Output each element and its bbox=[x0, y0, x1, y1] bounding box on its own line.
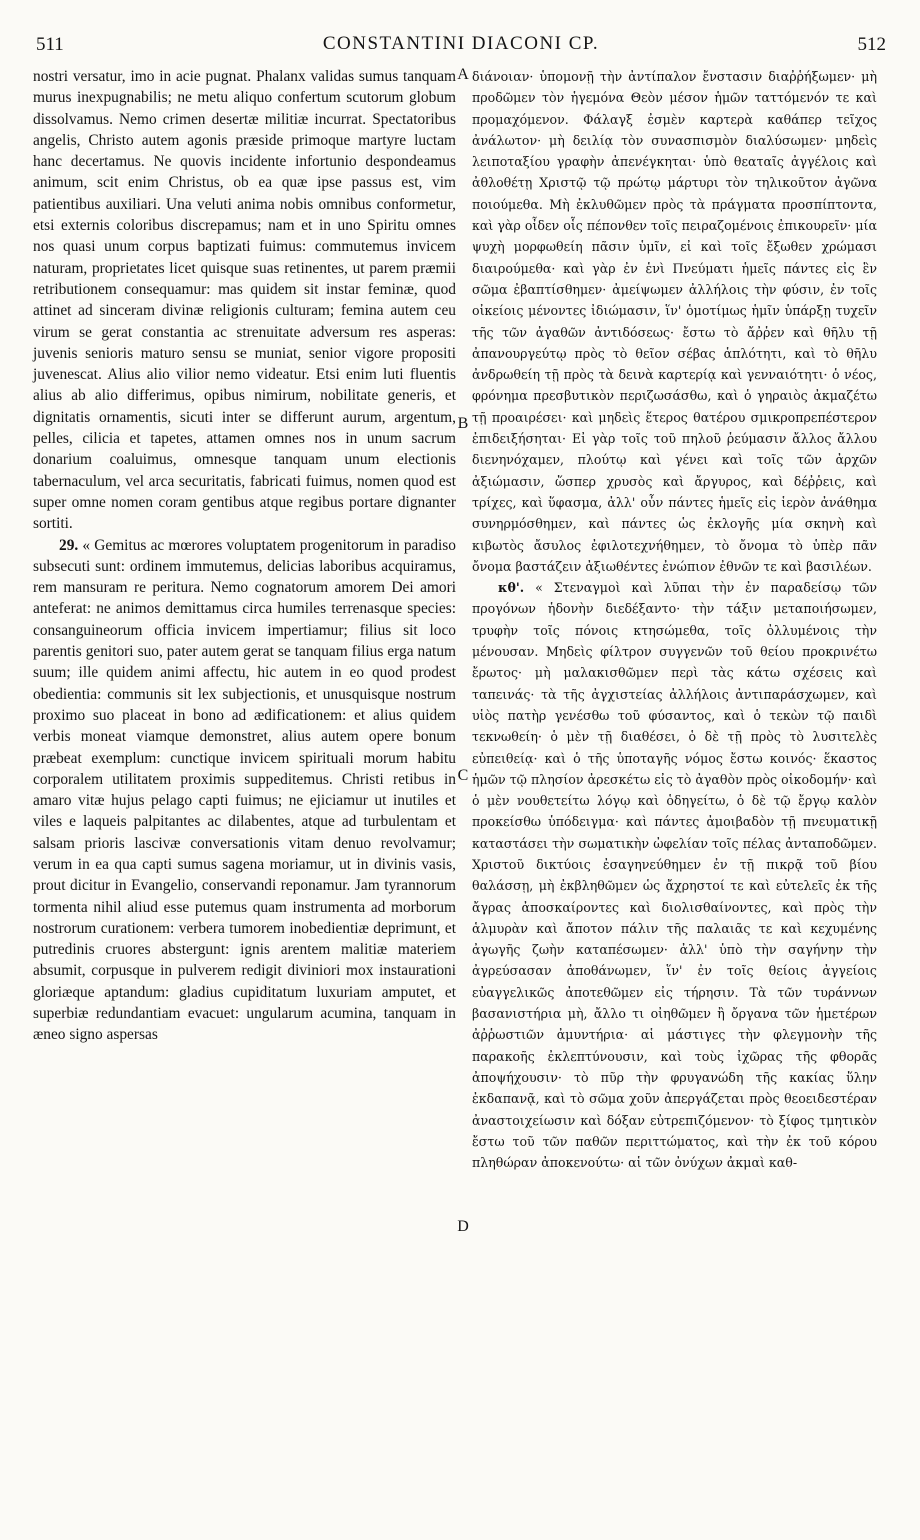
greek-paragraph-2-text: « Στεναγμοὶ καὶ λῦπαι τὴν ἐν παραδείσῳ τῶν προγόνων ἡδονὴν διεδέξαντο· τὴν τάξιν μεταποιήσωμεν, τρυφὴν τοῖς πόνοις κτησώμεθα, τοῖς ὀλλυμένοις τὴν μένουσαν. Μηδεὶς φίλτρον συγγενῶν τοῦ θείου προκρινέτω ἔρωτος· μὴ μαλακισθῶμεν περὶ τὰς κάτω σχέσεις καὶ ταπεινάς· τὰ τῆς ἀγχιστείας ἀλλήλοις ἀντιπαράσχωμεν, καὶ υἱὸς πατὴρ γενέσθω τοῦ φύσαντος, καὶ ὁ τεκὼν τῷ παιδὶ τεκνωθείη· ὁ μὲν τῇ διαθέσει, ὁ δὲ τῇ πρὸς τὸ λυσιτελὲς εὐπειθείᾳ· καὶ ὁ τῆς ὑποταγῆς νόμος ἔστω κοινός· ἕκαστος ἡμῶν τῷ πλησίον ἀρεσκέτω εἰς τὸ ἀγαθὸν πρὸς οἰκοδομήν· καὶ ὁ μὲν νουθετείτω λόγῳ καὶ ὁδηγείτω, ὁ δὲ τῷ ἔργῳ καλὸν προκείσθω ὑπόδειγμα· καὶ πάντες ἀμοιβαδὸν τῇ πνευματικῇ καταστάσει τὴν σωματικὴν ὠφελίαν τοῖς πέλας ἀνταποδῶμεν. Χριστοῦ δικτύοις ἐσαγηνεύθημεν ἐν τῇ πικρᾷ τοῦ βίου θαλάσσῃ, μὴ ἐκβληθῶμεν ὡς ἄχρηστοί τε καὶ εὐτελεῖς ἐκ τῆς ἄγρας ἀποσκαίροντες καὶ διολισθαίνοντες, καὶ πρὸς τὴν ἁλμυρὰν καὶ ἄποτον πάλιν τῆς παλαιᾶς τε καὶ κεχυμένης ἀγωγῆς ζωὴν καταπέσωμεν· ἀλλ' ὑπὸ τὴν σαγήνην τὴν ἀγρεύσασαν ἀποθάνωμεν, ἵν' ἐν τοῖς θείοις ἀγγείοις εὐαγγελικῶς ἀποτεθῶμεν εἰς τήρησιν. Τὰ τῶν τυράννων βασανιστήρια μὴ, ἄλλο τι οἰηθῶμεν ἢ ὄργανα τῶν ἡμετέρων ἀῤῥωστιῶν ἀμυντήρια· αἱ μάστιγες τὴν φλεγμονὴν τῆς παρακοῆς ἐκλεπτύνουσιν, καὶ τοὺς ἰχῶρας τῆς φθορᾶς ἀποψήχουσιν· τὸ πῦρ τὴν φρυγανώδη τῆς κακίας ὕλην ἐκδαπανᾷ, καὶ τὸ σῶμα χοῦν ἀπεργάζεται πρὸς θεοειδεστέραν ἀναστοιχείωσιν καὶ δόξαν εὐτρεπιζόμενον· τὸ ξίφος τμητικὸν ἔστω τοῦ τῶν παθῶν περιττώματος, καὶ τὴν ἐκ τοῦ κόρου πληθώραν ἀποκενούτω· αἱ τῶν ὀνύχων ἀκμαὶ καθ- bbox=[472, 580, 877, 1171]
page-number-left: 511 bbox=[36, 34, 64, 55]
running-title: CONSTANTINI DIACONI CP. bbox=[322, 33, 600, 54]
margin-marker-d: D bbox=[457, 1218, 469, 1235]
greek-column bbox=[472, 66, 877, 1173]
running-header bbox=[30, 32, 892, 58]
margin-marker-a: A bbox=[457, 66, 469, 83]
latin-paragraph-2 bbox=[33, 535, 456, 1046]
margin-marker-c: C bbox=[457, 767, 469, 784]
greek-paragraph-1: διάνοιαν· ὑπομονῇ τὴν ἀντίπαλον ἔνστασιν διαῤῥήξωμεν· μὴ προδῶμεν τὸν ἡγεμόνα Θεὸν μέσον ἡμῶν ταττόμενόν τε καὶ προμαχόμενον. Φάλαγξ ἐσμὲν καρτερὰ καθάπερ τεῖχος ἀνάλωτον· μὴ δειλίᾳ τὸν συνασπισμὸν διαλύσωμεν· μηδεὶς λειποταξίου γραφὴν ἀπενέγκηται· ὑπὸ θεαταῖς ἀγγέλοις καὶ ἀθλοθέτῃ Χριστῷ τῷ πρώτῳ μάρτυρι τὸν τηλικοῦτον ἀγῶνα ποιούμεθα. Μὴ ἐκλυθῶμεν πρὸς τὰ πράγματα προσπίπτοντα, καὶ γὰρ οἶδεν οἷς πέπονθεν τοῖς πειραζομένοις ἐπικουρεῖν· μία ψυχὴ μορφωθείη πᾶσιν ὑμῖν, εἰ καὶ τοῖς ἔξωθεν χρώμασι διαιρούμεθα· καὶ γὰρ ἐν ἑνὶ Πνεύματι ἡμεῖς πάντες εἰς ἓν σῶμα ἐβαπτίσθημεν· ἀμείψωμεν ἀλλήλοις τὴν φύσιν, ἐν τοῖς οἰκείοις μένοντες ἰδιώμασιν, ἵν' ὁμοτίμως ἡμῖν ὑπάρξῃ τυχεῖν τῆς τῶν ἀγαθῶν ἀντιδόσεως· ἔστω τὸ ἄῤῥεν καὶ θῆλυ τῇ ἀπανουργεύτῳ πρὸς τὸ θεῖον σέβας ἁπλότητι, καὶ τὸ θῆλυ ἀνδρωθείη τῇ πρὸς τὰ δεινὰ καρτερίᾳ καὶ γενναιότητι· ὁ νέος, φρόνημα πρεσβυτικὸν περιζωσάσθω, καὶ ὁ γηραιὸς ἀκμαζέτω τῇ προαιρέσει· καὶ μηδεὶς ἕτερος θατέρου σμικροπρεπέστερον ἐπιδειξήσηται· Εἰ γὰρ τοῖς τοῦ πηλοῦ ῥεύμασιν ἄλλος ἄλλου διενηνόχαμεν, πλούτῳ καὶ γένει καὶ τοῖς τῶν ἀρχῶν ἀξιώμασιν, ὥσπερ χρυσὸς καὶ ἄργυρος, καὶ δέῤῥεις, καὶ τρίχες, καὶ ὕφασμα, ἀλλ' οὖν πάντες ἡμεῖς εἰς ἱερὸν ἀνάθημα συνηρμόσθημεν, καὶ πάντες ὡς ἐκλογῆς μία σκηνὴ καὶ κιβωτὸς ἄσυλος ἐφιλοτεχνήθημεν, τὸ ὄνομα τὸ ὑπὲρ πᾶν ὄνομα βαστάζειν ἀξιωθέντες ἐνώπιον ἐθνῶν τε καὶ βασιλέων. bbox=[472, 69, 877, 574]
greek-paragraph-2 bbox=[472, 577, 877, 1173]
greek-section-number: κθ'. bbox=[498, 580, 525, 596]
margin-marker-b: B bbox=[457, 415, 469, 432]
latin-section-number: 29. bbox=[59, 536, 79, 554]
page-number-right: 512 bbox=[857, 34, 886, 55]
latin-column bbox=[33, 66, 456, 1046]
latin-paragraph-2-text: « Gemitus ac mœrores voluptatem progenitorum in paradiso subsecuti sunt: ordinem immutemus, delicias laboribus acquiramus, rem mansuram re peritura. Nemo cognatorum amorem Dei amori anteferat: ne animos demittamus circa humiles terrenasque species: consanguineorum officia invicem impertiamur; filius sit loco parentis genitori suo, pater autem gerat se tanquam filius erga natum suum; ille quidem animi affectu, hic autem in eo quod prodest obedientia: communis sit lex subjectionis, et unusquisque nostrum proximo suo placeat in bono ad ædificationem: et alius quidem verbis moneat viamque demonstret, alius autem opere bonum præbeat exemplum: cunctique invicem spirituali morum habitu corporalem utilitatem proximis suppeditemus. Christi retibus in amaro vitæ hujus pelago capti fuimus; ne ejiciamur ut inutiles et viles e laqueis palpitantes ac dilabentes, atque ad turbulentam et salsam prioris lascivæ conversationis vitam denuo revolvamur; verum in ea qua capti sumus sagena moriamur, ut in divinis vasis, prout dicitur in Evangelio, conservandi reponamur. Jam tyrannorum tormenta nihil aliud esse putemus quam instrumenta ad morborum nostrorum curationem: verbera tumorem inobedientiæ deprimunt, et putredinis cruores abstergunt: ignis arentem malitiæ materiem absumit, corpusque in pulverem redigit diviniori mox instaurationi gloriæque aptandum: gladius cupiditatum luxuriam amputet, et superbiæ redundantiam evacuet: ungularum acumina, tanquam in æneo signo aspersas bbox=[33, 536, 456, 1044]
latin-paragraph-1: nostri versatur, imo in acie pugnat. Phalanx validas sumus tanquam murus inexpugnabilis; ne metu aliquo confertum scutorum globum dissolvamus. Nemo crimen desertæ militiæ incurrat. Spectatoribus angelis, Christo autem agonis præside primoque martyre luctam hanc decertamus. Ne quovis incidente infortunio despondeamus animum, scit enim Christus, ob ea quæ ipse passus est, vim patientibus auxiliari. Una veluti anima nobis omnibus conformetur, etsi externis coloribus discrepamus; nam et in uno Spiritu omnes nos quasi unum corpus baptizati fuimus: commutemus invicem naturam, proprietates licet quisque suas retinentes, ut parem præmii retributionem consequamur: mas quidem sit instar feminæ, quod attinet ad sinceram divinæ religionis culturam; femina autem ceu virum se gerat constantia ac strenuitate adversum res asperas: juvenis senioris maturo sensu se muniat, senior vigore propositi juvenescat. Alius alio vilior nemo videatur. Etsi enim luti fluentis alius ab alio differimus, opibus nimirum, nobilitate generis, et dignitatis ornamentis, sicuti inter se differunt aurum, argentum, pelles, cilicia et tapetes, attamen omnes nos in unum sacrum donarium coaluimus, omnesque tanquam unum electionis tabernaculum, vel arca securitatis, fabricati fuimus, nomen quod est super omne nomen coram gentibus atque regibus portare dignanter sortiti. bbox=[33, 68, 456, 533]
